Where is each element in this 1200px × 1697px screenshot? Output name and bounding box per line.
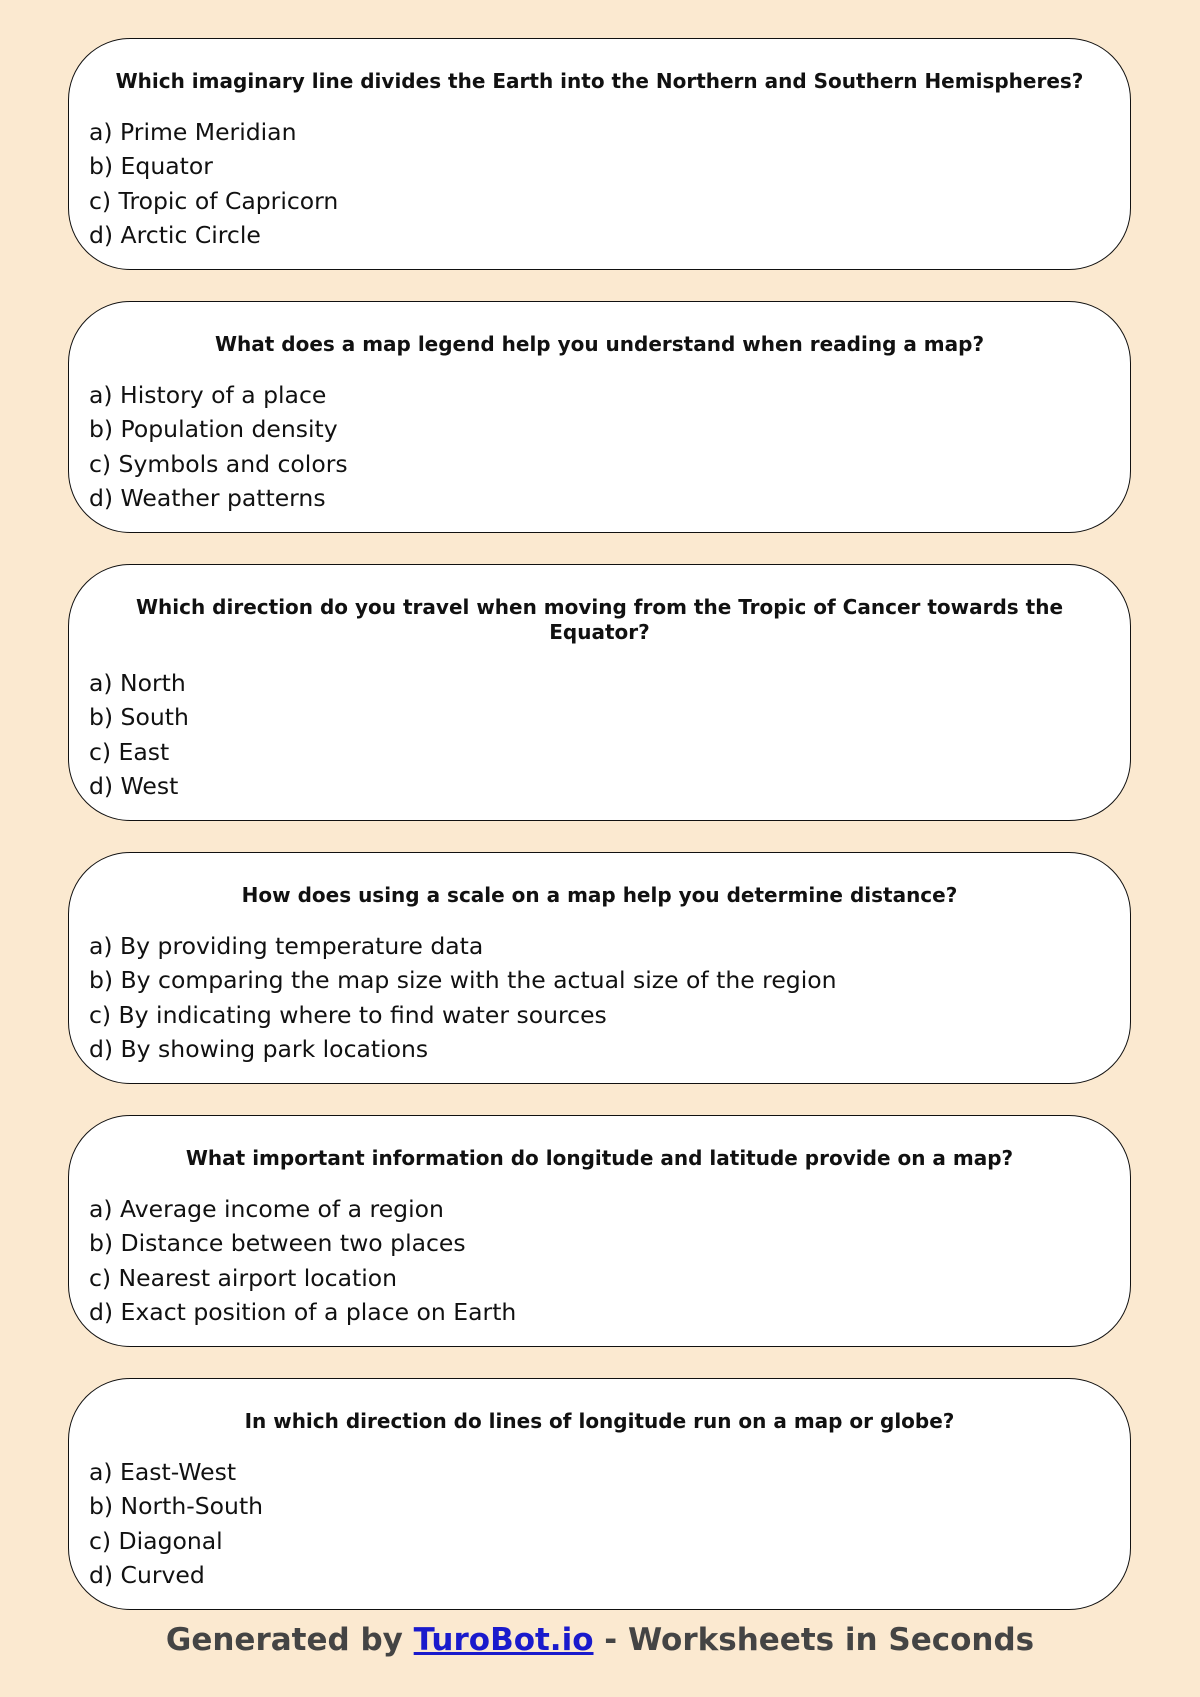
option-a: a) Prime Meridian	[89, 118, 297, 146]
turobot-link[interactable]: TuroBot.io	[413, 1622, 594, 1658]
option-c: c) Tropic of Capricorn	[89, 186, 339, 215]
option-a: a) East-West	[89, 1458, 237, 1486]
question-text: What does a map legend help you understand when reading a map?	[214, 332, 985, 356]
question-card-3	[68, 564, 1131, 821]
question-card-5	[68, 1115, 1131, 1347]
option-b: b) South	[89, 703, 189, 732]
footer	[0, 1616, 1200, 1664]
footer-suffix: - Worksheets in Seconds	[593, 1622, 1035, 1658]
option-b: b) Equator	[89, 152, 213, 181]
option-c: c) East	[89, 737, 170, 766]
question-card-1	[68, 38, 1131, 270]
option-d: d) Exact position of a place on Earth	[89, 1297, 517, 1326]
question-text: Which imaginary line divides the Earth into the Northern and Southern Hemispheres?	[115, 69, 1084, 93]
footer-prefix: Generated by	[165, 1622, 414, 1658]
option-c: c) By indicating where to find water sources	[89, 1000, 607, 1029]
option-d: d) Arctic Circle	[89, 220, 261, 249]
option-list	[89, 929, 837, 1066]
option-a: a) History of a place	[89, 381, 327, 409]
option-b: b) North-South	[89, 1492, 264, 1521]
option-d: d) Curved	[89, 1560, 205, 1589]
option-list	[89, 666, 189, 803]
question-card-2	[68, 301, 1131, 533]
option-b: b) Distance between two places	[89, 1229, 466, 1258]
option-list	[89, 1192, 516, 1329]
question-text: What important information do longitude and latitude provide on a map?	[185, 1146, 1014, 1170]
option-list	[89, 378, 348, 515]
question-text: Which direction do you travel when moving from the Tropic of Cancer towards the Equator?	[135, 595, 1064, 644]
option-b: b) By comparing the map size with the actual size of the region	[89, 966, 837, 995]
option-d: d) West	[89, 771, 179, 800]
option-d: d) Weather patterns	[89, 483, 326, 512]
option-c: c) Symbols and colors	[89, 449, 348, 478]
option-b: b) Population density	[89, 415, 338, 444]
question-text: In which direction do lines of longitude run on a map or globe?	[244, 1409, 955, 1433]
question-card-6	[68, 1378, 1131, 1610]
question-text: How does using a scale on a map help you determine distance?	[241, 883, 958, 907]
option-a: a) By providing temperature data	[89, 932, 484, 960]
option-list	[89, 115, 338, 252]
option-c: c) Diagonal	[89, 1526, 223, 1555]
option-a: a) North	[89, 669, 186, 697]
question-card-4	[68, 852, 1131, 1084]
option-a: a) Average income of a region	[89, 1195, 444, 1223]
option-c: c) Nearest airport location	[89, 1263, 398, 1292]
option-list	[89, 1455, 263, 1592]
option-d: d) By showing park locations	[89, 1034, 429, 1063]
